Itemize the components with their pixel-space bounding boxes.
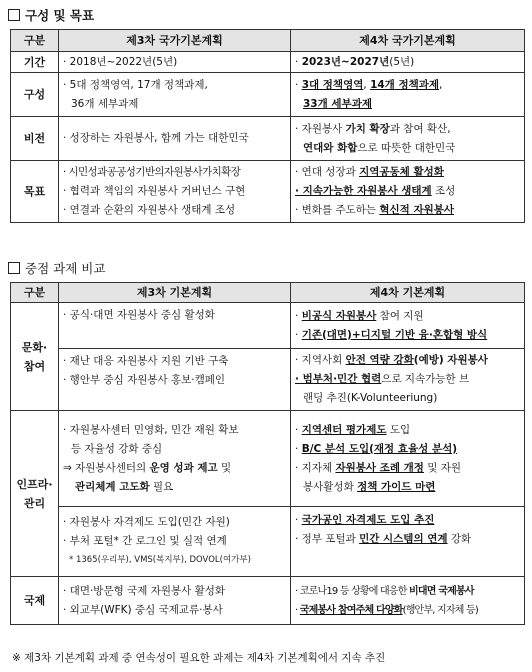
composition-plan3: · 5대 정책영역, 17개 정책과제, 36개 세부과제 [59,73,291,117]
section2-title: 중점 과제 비교 [8,259,105,277]
row-label-intl: 국제 [11,577,59,625]
vision-plan3: · 성장하는 자원봉사, 함께 가는 대한민국 [59,117,291,161]
row-label-goals: 목표 [11,161,59,223]
t1-header-plan4: 제4차 국가기본계획 [291,30,525,52]
priority-tasks-table [10,282,525,625]
vision-plan4: · 자원봉사 가치 확장과 참여 확산, 연대와 화합으로 따뜻한 대한민국 [291,117,525,161]
row-label-infra: 인프라· 관리 [11,411,59,577]
intl-plan3: · 대면·방문형 국제 자원봉사 활성화 · 외교부(WFK) 중심 국제교류·봉사 [59,577,291,625]
infra-plan3-item2: · 자원봉사 자격제도 도입(민간 자원) · 부처 포털* 간 로그인 및 실적 연계 * 1365(우리부), VMS(복지부), DOVOL(여가부) [59,507,291,577]
row-label-vision: 비전 [11,117,59,161]
row-label-composition: 구성 [11,73,59,117]
culture-plan4-item2: · 지역사회 안전 역량 강화(예방) 자원봉사 · 범부처·민간 협력으로 지속가능한 브 랜딩 추진(K-Volunteeriung) [291,349,525,411]
culture-plan3-item2: · 재난 대응 자원봉사 지원 기반 구축 · 행안부 중심 자원봉사 홍보·캠페인 [59,349,291,411]
infra-plan3-item1: · 자원봉사센터 민영화, 민간 재원 확보 등 자율성 강화 중심 ⇒ 자원봉사센터의 운영 성과 제고 및 관리체계 고도화 필요 [59,411,291,507]
period-plan4: · 2023년~2027년(5년) [291,52,525,73]
row-label-culture: 문화· 참여 [11,303,59,411]
t1-header-plan3: 제3차 국가기본계획 [59,30,291,52]
plan-structure-table [10,29,525,223]
period-plan3: · 2018년~2022년(5년) [59,52,291,73]
t1-header-category: 구분 [11,30,59,52]
goals-plan4: · 연대 성장과 지역공동체 활성화 · 지속가능한 자원봉사 생태계 조성 · 변화를 주도하는 혁신적 자원봉사 [291,161,525,223]
t2-header-category: 구분 [11,283,59,303]
checkbox-square-icon [8,262,20,274]
infra-plan4-item2: · 국가공인 자격제도 도입 추진 · 정부 포털과 민간 시스템의 연계 강화 [291,507,525,577]
culture-plan4-item1: · 비공식 자원봉사 참여 지원 · 기존(대면)+디지털 기반 융·혼합형 방식 [291,303,525,349]
infra-plan4-item1: · 지역센터 평가제도 도입 · B/C 분석 도입(재정 효율성 분석) · 지자체 자원봉사 조례 개정 및 자원 봉사활성화 정책 가이드 마련 [291,411,525,507]
composition-plan4: · 3대 정책영역, 14개 정책과제, 33개 세부과제 [291,73,525,117]
t2-header-plan4: 제4차 기본계획 [291,283,525,303]
checkbox-square-icon [8,9,20,21]
row-label-period: 기간 [11,52,59,73]
footnote: ※ 제3차 기본계획 과제 중 연속성이 필요한 과제는 제4차 기본계획에서 지속 추진 [12,652,386,664]
section1-title: 구성 및 목표 [8,6,94,24]
culture-plan3-item1: · 공식·대면 자원봉사 중심 활성화 [59,303,291,349]
intl-plan4: · 코로나19 등 상황에 대응한 비대면 국제봉사 · 국제봉사 참여주체 다양화(행안부, 지자체 등) [291,577,525,625]
goals-plan3: · 시민성과공공성기반의자원봉사가치확장 · 협력과 책임의 자원봉사 거버넌스 구현 · 연결과 순환의 자원봉사 생태계 조성 [59,161,291,223]
t2-header-plan3: 제3차 기본계획 [59,283,291,303]
